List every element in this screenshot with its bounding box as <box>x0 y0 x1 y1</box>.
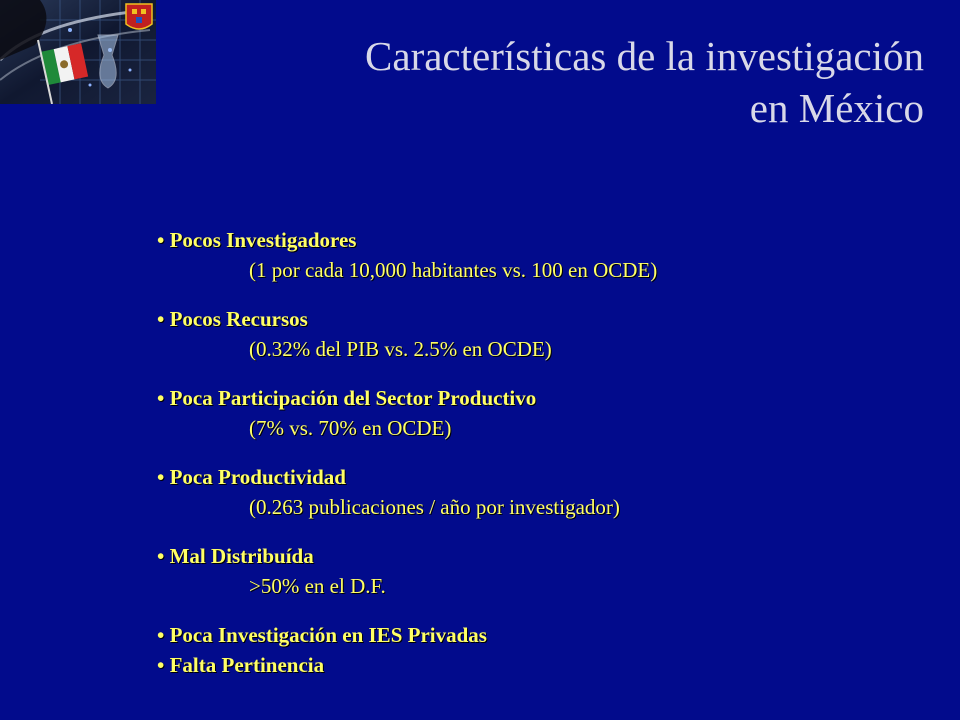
bullet-detail: (7% vs. 70% en OCDE) <box>249 416 452 440</box>
bullet-item <box>157 304 897 364</box>
bullet-icon: • <box>157 465 165 489</box>
bullet-heading-row <box>157 386 536 410</box>
bullet-item <box>157 541 897 601</box>
bullet-icon: • <box>157 544 165 568</box>
bullet-heading-row <box>157 653 324 677</box>
bullet-icon: • <box>157 623 165 647</box>
bullet-item <box>157 650 897 680</box>
bullet-heading-row <box>157 465 346 489</box>
bullet-detail: (0.32% del PIB vs. 2.5% en OCDE) <box>249 337 552 361</box>
bullet-detail: (1 por cada 10,000 habitantes vs. 100 en OCDE) <box>249 258 658 282</box>
bullet-item <box>157 620 897 650</box>
bullet-heading-row <box>157 307 308 331</box>
bullet-icon: • <box>157 386 165 410</box>
university-crest-mexico-flag-logo <box>0 0 156 104</box>
bullet-heading: Pocos Recursos <box>169 307 308 331</box>
bullet-heading-row <box>157 623 487 647</box>
bullet-icon: • <box>157 307 165 331</box>
bullet-detail: (0.263 publicaciones / año por investigador) <box>249 495 620 519</box>
bullet-detail: >50% en el D.F. <box>249 574 386 598</box>
slide-title-line-2: en México <box>749 85 924 131</box>
bullet-item <box>157 383 897 443</box>
bullet-heading-row <box>157 544 314 568</box>
bullet-heading: Mal Distribuída <box>169 544 314 568</box>
bullet-icon: • <box>157 653 165 677</box>
bullet-heading: Poca Investigación en IES Privadas <box>169 623 487 647</box>
bullet-item <box>157 462 897 522</box>
slide-title-line-1: Características de la investigación <box>365 33 924 79</box>
logo-image <box>0 0 156 104</box>
bullet-heading: Pocos Investigadores <box>169 228 357 252</box>
bullet-icon: • <box>157 228 165 252</box>
bullet-heading: Poca Productividad <box>169 465 346 489</box>
slide-title <box>204 30 924 134</box>
bullet-heading-row <box>157 228 356 252</box>
bullet-heading: Falta Pertinencia <box>169 653 325 677</box>
bullet-item <box>157 225 897 285</box>
bullet-list <box>157 225 897 680</box>
bullet-heading: Poca Participación del Sector Productivo <box>169 386 537 410</box>
